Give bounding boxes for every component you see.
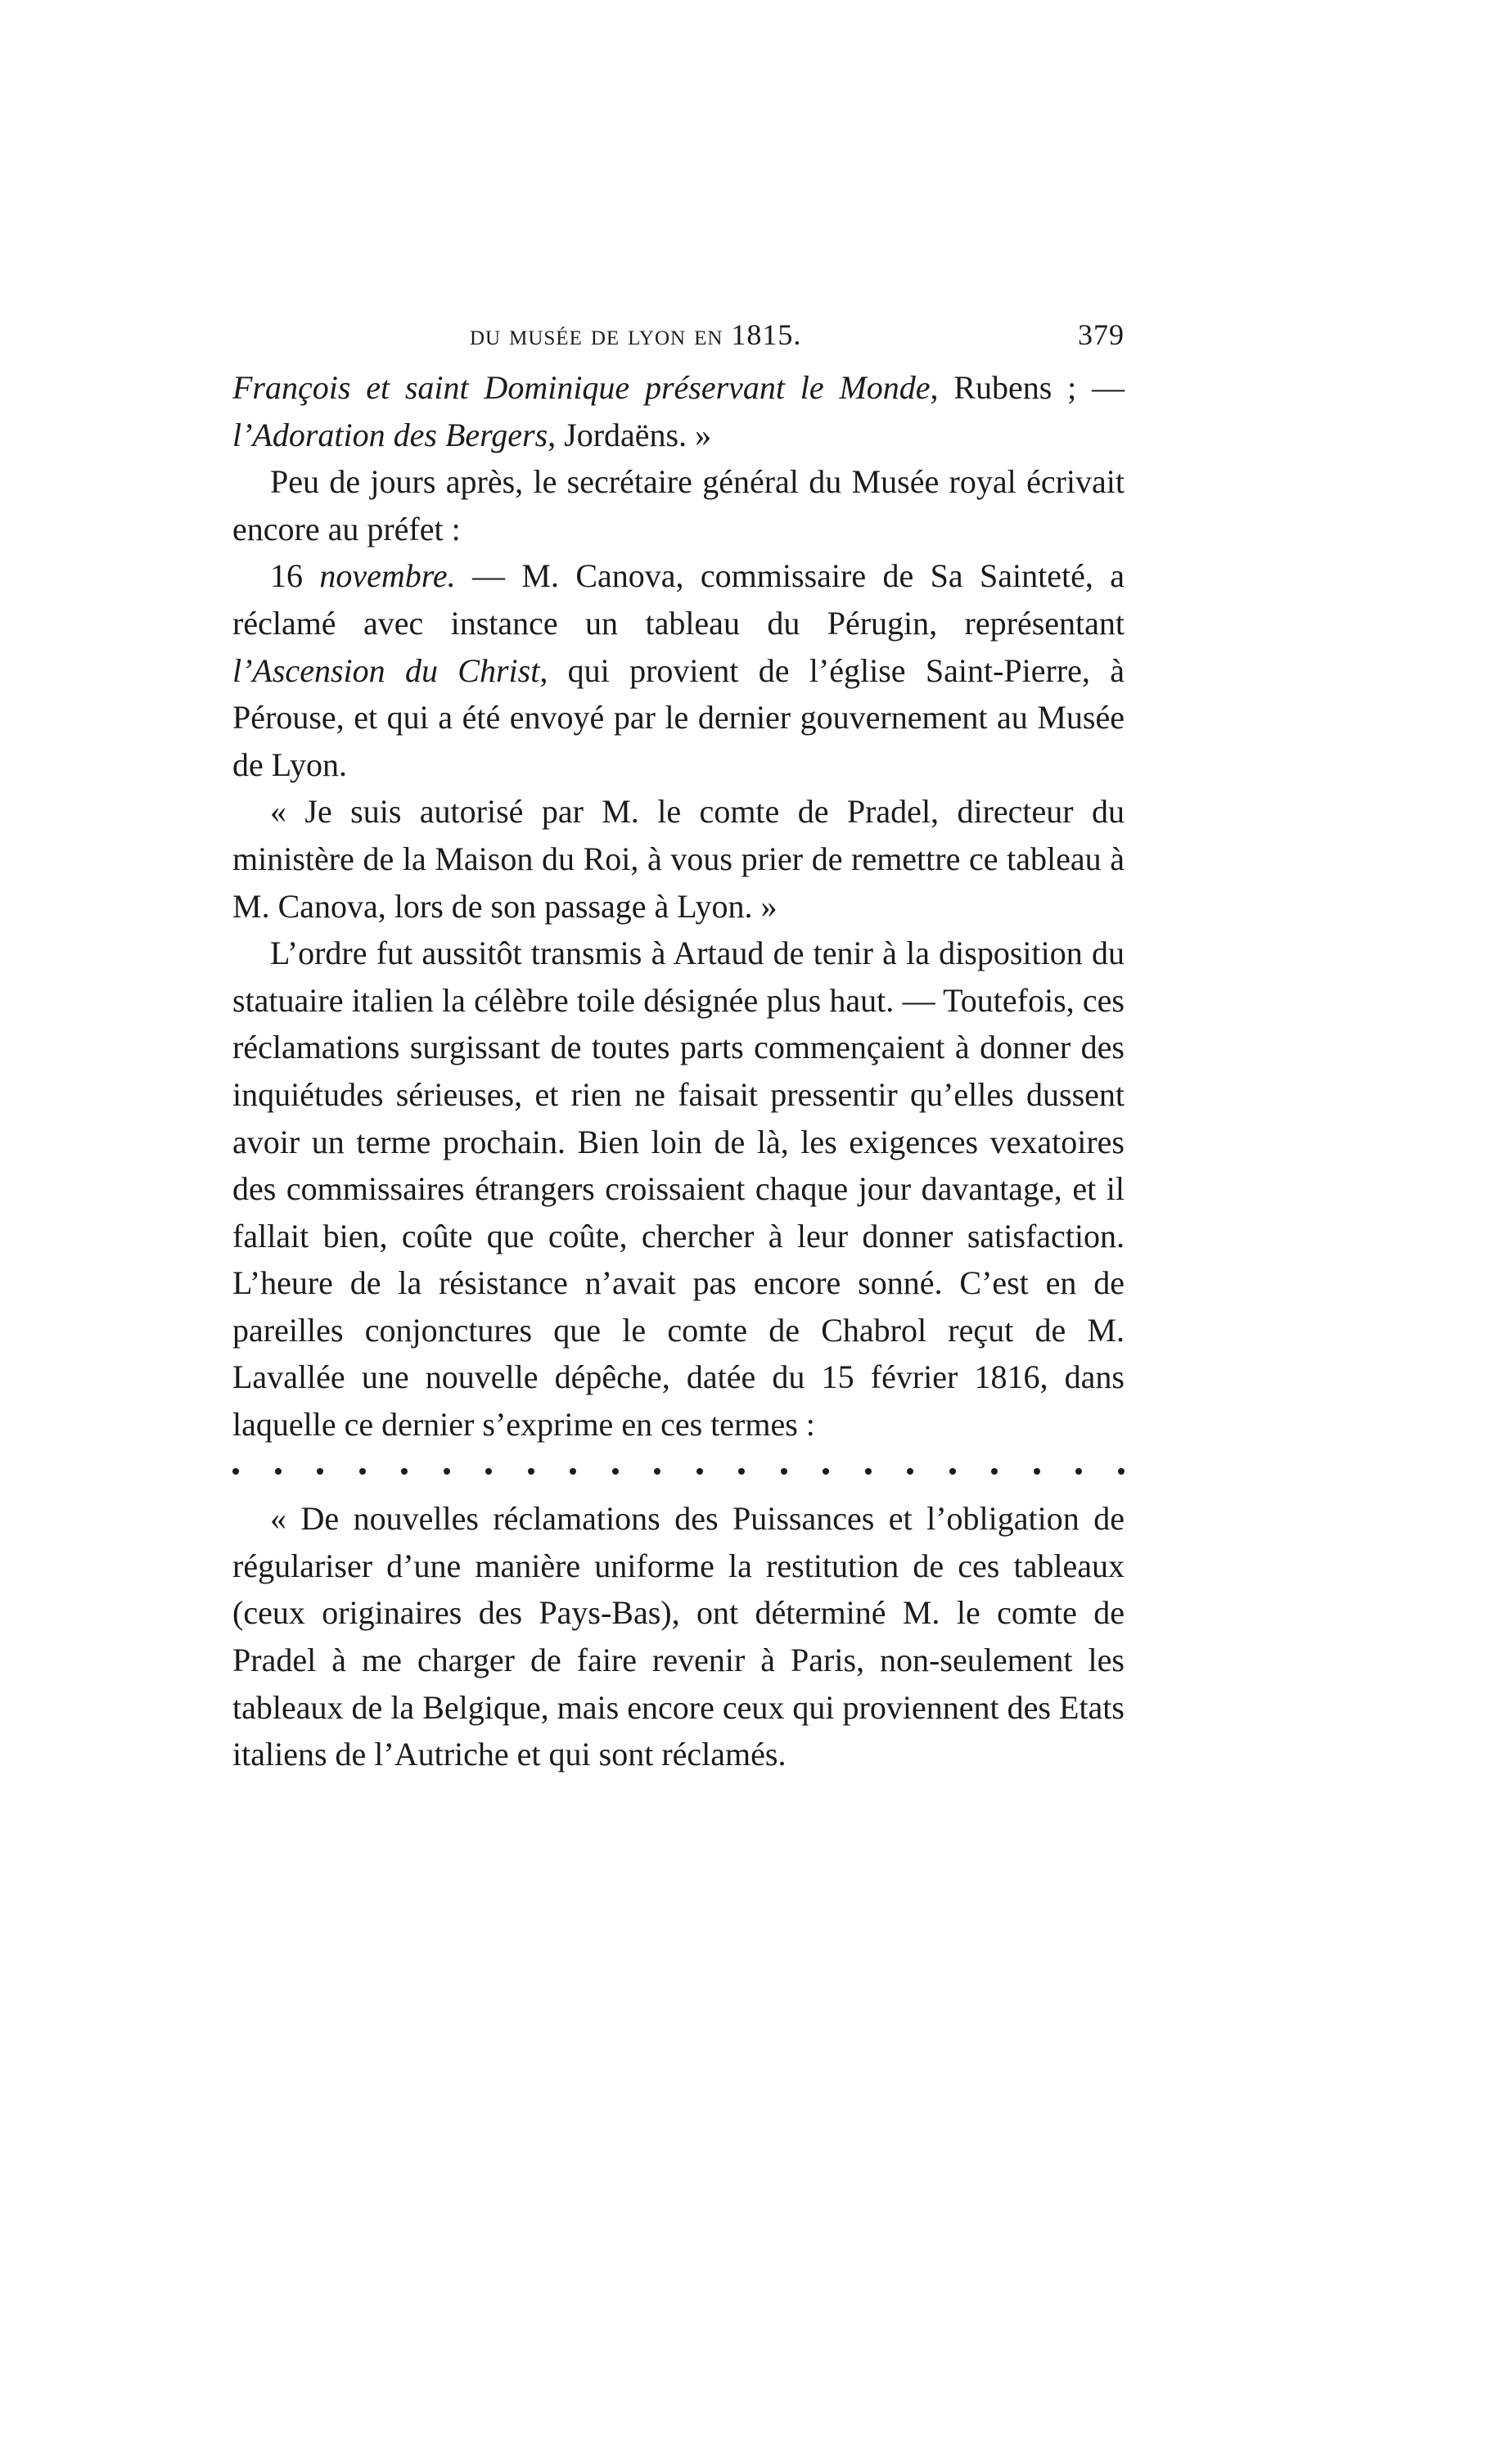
paragraph-letter xyxy=(232,552,1125,788)
paragraph-quote: « De nouvelles réclamations des Puissances et l’obligation de régulariser d’une manière uniforme la restitution de ces tableaux (ceux originaires des Pays-Bas), ont déterminé M. le comte de Pradel à me charger de faire revenir à Paris, non-seulement les tableaux de la Belgique, mais encore ceux qui proviennent des Etats italiens de l’Autriche et qui sont réclamés. xyxy=(232,1500,1125,1773)
artwork-title-italic: l’Ascension du Christ xyxy=(232,651,540,689)
artwork-title-italic: François et saint Dominique préservant le Monde xyxy=(232,369,931,406)
paragraph-continued xyxy=(232,364,1125,458)
text-run: , Rubens ; — xyxy=(930,369,1125,406)
paragraph-quote: « Je suis autorisé par M. le comte de Pradel, directeur du ministère de la Maison du Roi, à vous prier de remettre ce tableau à M. Canova, lors de son passage à Lyon. » xyxy=(232,793,1125,925)
text-run: , qui provient de l’église Saint-Pierre, à Pérouse, et qui a été envoyé par le dernier gouvernement au Musée de Lyon. xyxy=(232,651,1125,783)
running-head-title: du musée de lyon en 1815. xyxy=(470,318,802,351)
page-number: 379 xyxy=(1078,318,1125,351)
text-run: , Jordaëns. » xyxy=(548,416,712,453)
running-head xyxy=(232,318,1125,358)
body-text xyxy=(232,364,1125,1778)
date-italic: novembre. xyxy=(319,557,456,595)
ellipsis-dot-leader xyxy=(232,1448,1125,1496)
paragraph: Peu de jours après, le secrétaire général du Musée royal écrivait encore au préfet : xyxy=(232,463,1125,547)
text-run: 16 xyxy=(270,557,320,595)
paragraph: L’ordre fut aussitôt transmis à Artaud de tenir à la disposition du statuaire italien la célèbre toile désignée plus haut. — Toutefois, ces réclamations surgissant de toutes parts commençaient à donner des inquiétudes sérieuses, et rien ne faisait pressentir qu’elles dussent avoir un terme prochain. Bien loin de là, les exigences vexatoires des commissaires étrangers croissaient chaque jour davantage, et il fallait bien, coûte que coûte, chercher à leur donner satisfaction. L’heure de la résistance n’avait pas encore sonné. C’est en de pareilles conjonctures que le comte de Chabrol reçut de M. Lavallée une nouvelle dépêche, datée du 15 février 1816, dans laquelle ce dernier s’exprime en ces termes : xyxy=(232,935,1125,1444)
text-run: — M. Canova, commissaire de Sa Sainteté, a réclamé avec instance un tableau du Pérugin, représentant xyxy=(232,557,1125,642)
artwork-title-italic: l’Adoration des Bergers xyxy=(232,416,548,453)
